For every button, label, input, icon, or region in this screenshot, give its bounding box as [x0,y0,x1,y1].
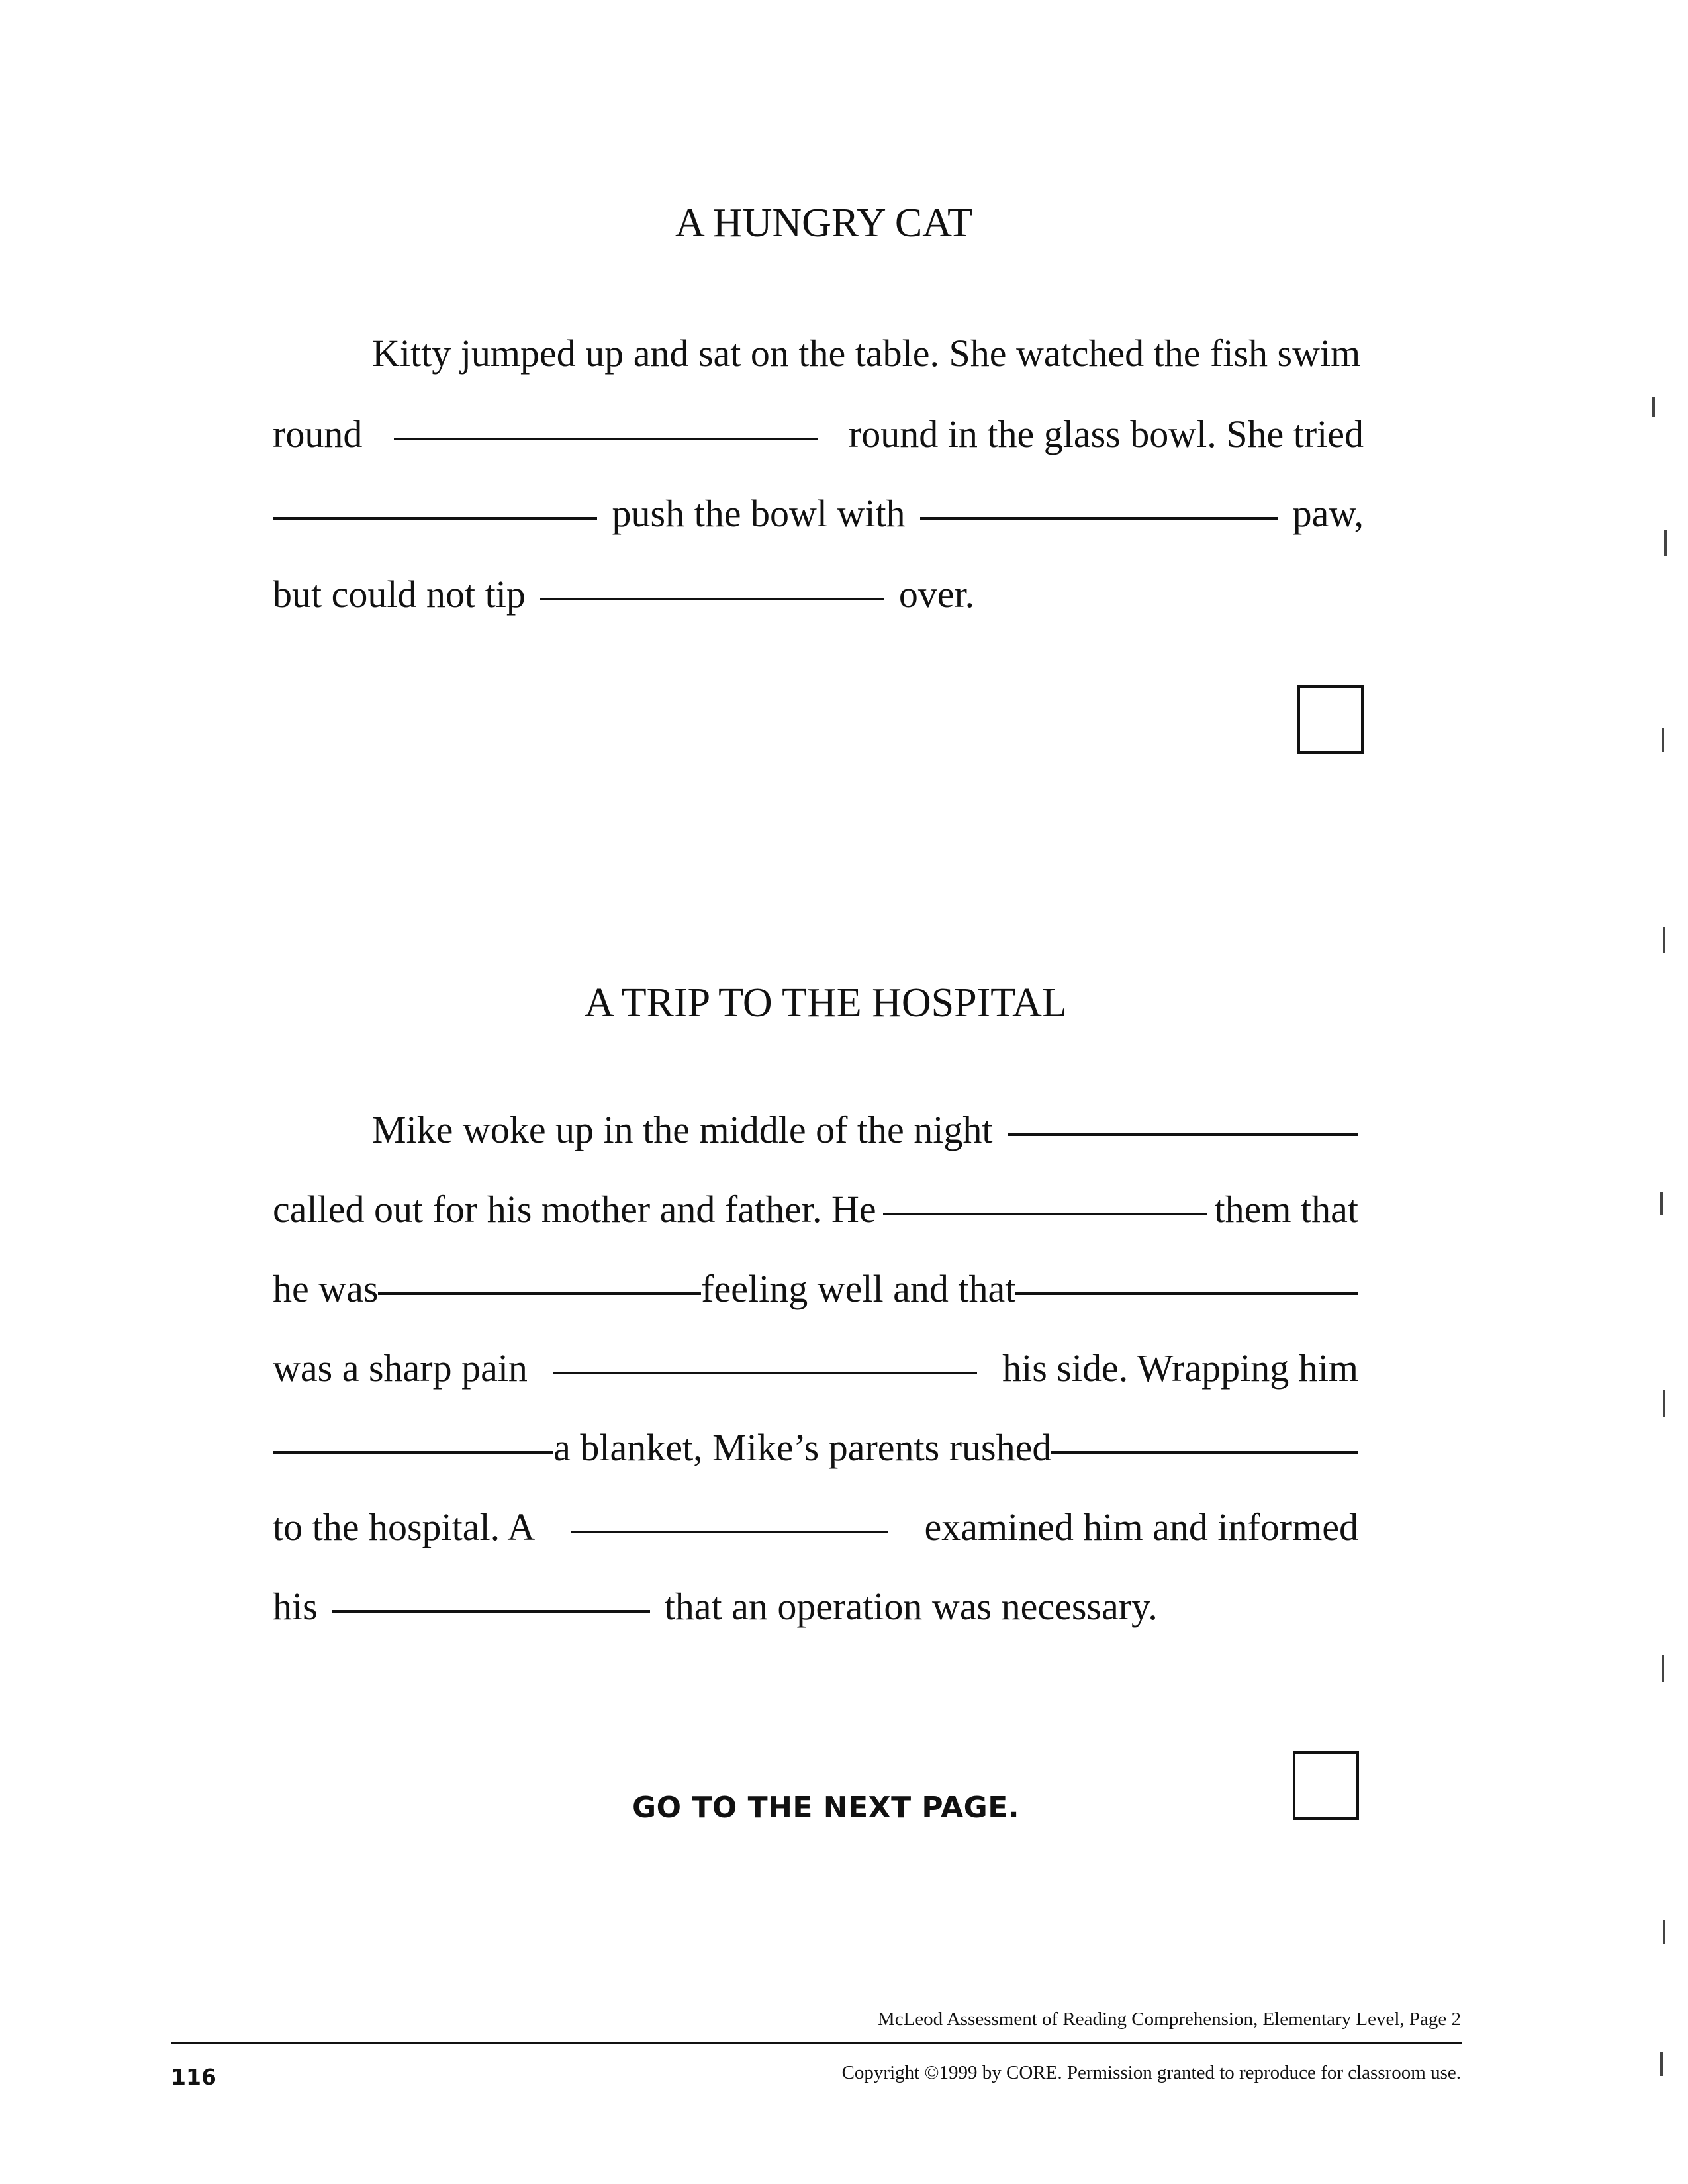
scan-speck [1660,1192,1663,1215]
story1-line-4 [273,572,974,616]
blank-field[interactable] [920,517,1278,520]
story2-line-7 [273,1584,1158,1629]
blank-field[interactable] [273,517,597,520]
scan-speck [1660,2052,1663,2076]
story2-line-4-text-a: was a sharp pain [273,1347,528,1390]
scan-speck [1652,397,1655,417]
story2-line-5 [273,1425,1358,1470]
blank-field[interactable] [273,1451,553,1454]
story2-line-7-text-a: his [273,1585,318,1628]
scan-speck [1663,927,1665,953]
story2-line-3-text-b: feeling well and that [701,1267,1016,1310]
story2-line-5-text: a blanket, Mike’s parents rushed [553,1426,1052,1469]
story2-line-6 [273,1505,1358,1549]
story2-line-6-text-a: to the hospital. A [273,1505,536,1548]
blank-field[interactable] [553,1372,977,1374]
story1-line-3-text-b: paw, [1292,492,1364,535]
story1-line-1-text: Kitty jumped up and sat on the table. She watched the fish swim [372,332,1361,375]
story2-line-4 [273,1346,1358,1390]
score-box-2[interactable] [1293,1751,1359,1820]
story2-line-1-text: Mike woke up in the middle of the night [372,1108,993,1151]
blank-field[interactable] [883,1213,1207,1215]
story1-line-4-text-b: over. [898,573,975,616]
story2-line-1 [372,1108,1358,1152]
story2-line-7-text-b: that an operation was necessary. [664,1585,1158,1628]
blank-field[interactable] [540,598,884,600]
story2-line-2-text-a: called out for his mother and father. He [273,1188,876,1231]
blank-field[interactable] [571,1531,888,1533]
story1-title: A HUNGRY CAT [675,201,972,246]
go-to-next-page: GO TO THE NEXT PAGE. [632,1791,1020,1825]
story2-line-2 [273,1187,1358,1231]
scan-speck [1663,1390,1665,1417]
blank-field[interactable] [1051,1451,1358,1454]
story1-line-4-text-a: but could not tip [273,573,526,616]
footer-rule [171,2042,1462,2044]
scan-speck [1664,530,1667,556]
story2-title: A TRIP TO THE HOSPITAL [585,980,1067,1025]
story1-line-2-text-b: round in the glass bowl. She tried [848,412,1364,455]
story1-line-3-text-a: push the bowl with [612,492,906,535]
scan-speck [1663,1920,1665,1944]
scan-speck [1662,728,1664,752]
story1-line-1 [372,331,1360,375]
story2-line-3 [273,1266,1358,1311]
story2-line-4-text-b: his side. Wrapping him [1002,1347,1358,1390]
blank-field[interactable] [378,1292,701,1295]
footer-copyright: Copyright ©1999 by CORE. Permission granted to reproduce for classroom use. [841,2062,1461,2083]
blank-field[interactable] [332,1610,650,1613]
story1-line-2-text-a: round [273,412,363,455]
scan-speck [1662,1655,1664,1682]
story1-line-2 [273,412,1364,456]
story2-line-6-text-b: examined him and informed [924,1505,1358,1548]
story2-line-2-text-b: them that [1214,1188,1358,1231]
footer-assessment: McLeod Assessment of Reading Comprehension, Elementary Level, Page 2 [877,2009,1461,2030]
page-number: 116 [171,2064,216,2090]
blank-field[interactable] [394,438,818,440]
story2-line-3-text-a: he was [273,1267,379,1310]
blank-field[interactable] [1008,1133,1358,1136]
blank-field[interactable] [1015,1292,1358,1295]
score-box-1[interactable] [1297,685,1364,754]
story1-line-3 [273,491,1364,536]
